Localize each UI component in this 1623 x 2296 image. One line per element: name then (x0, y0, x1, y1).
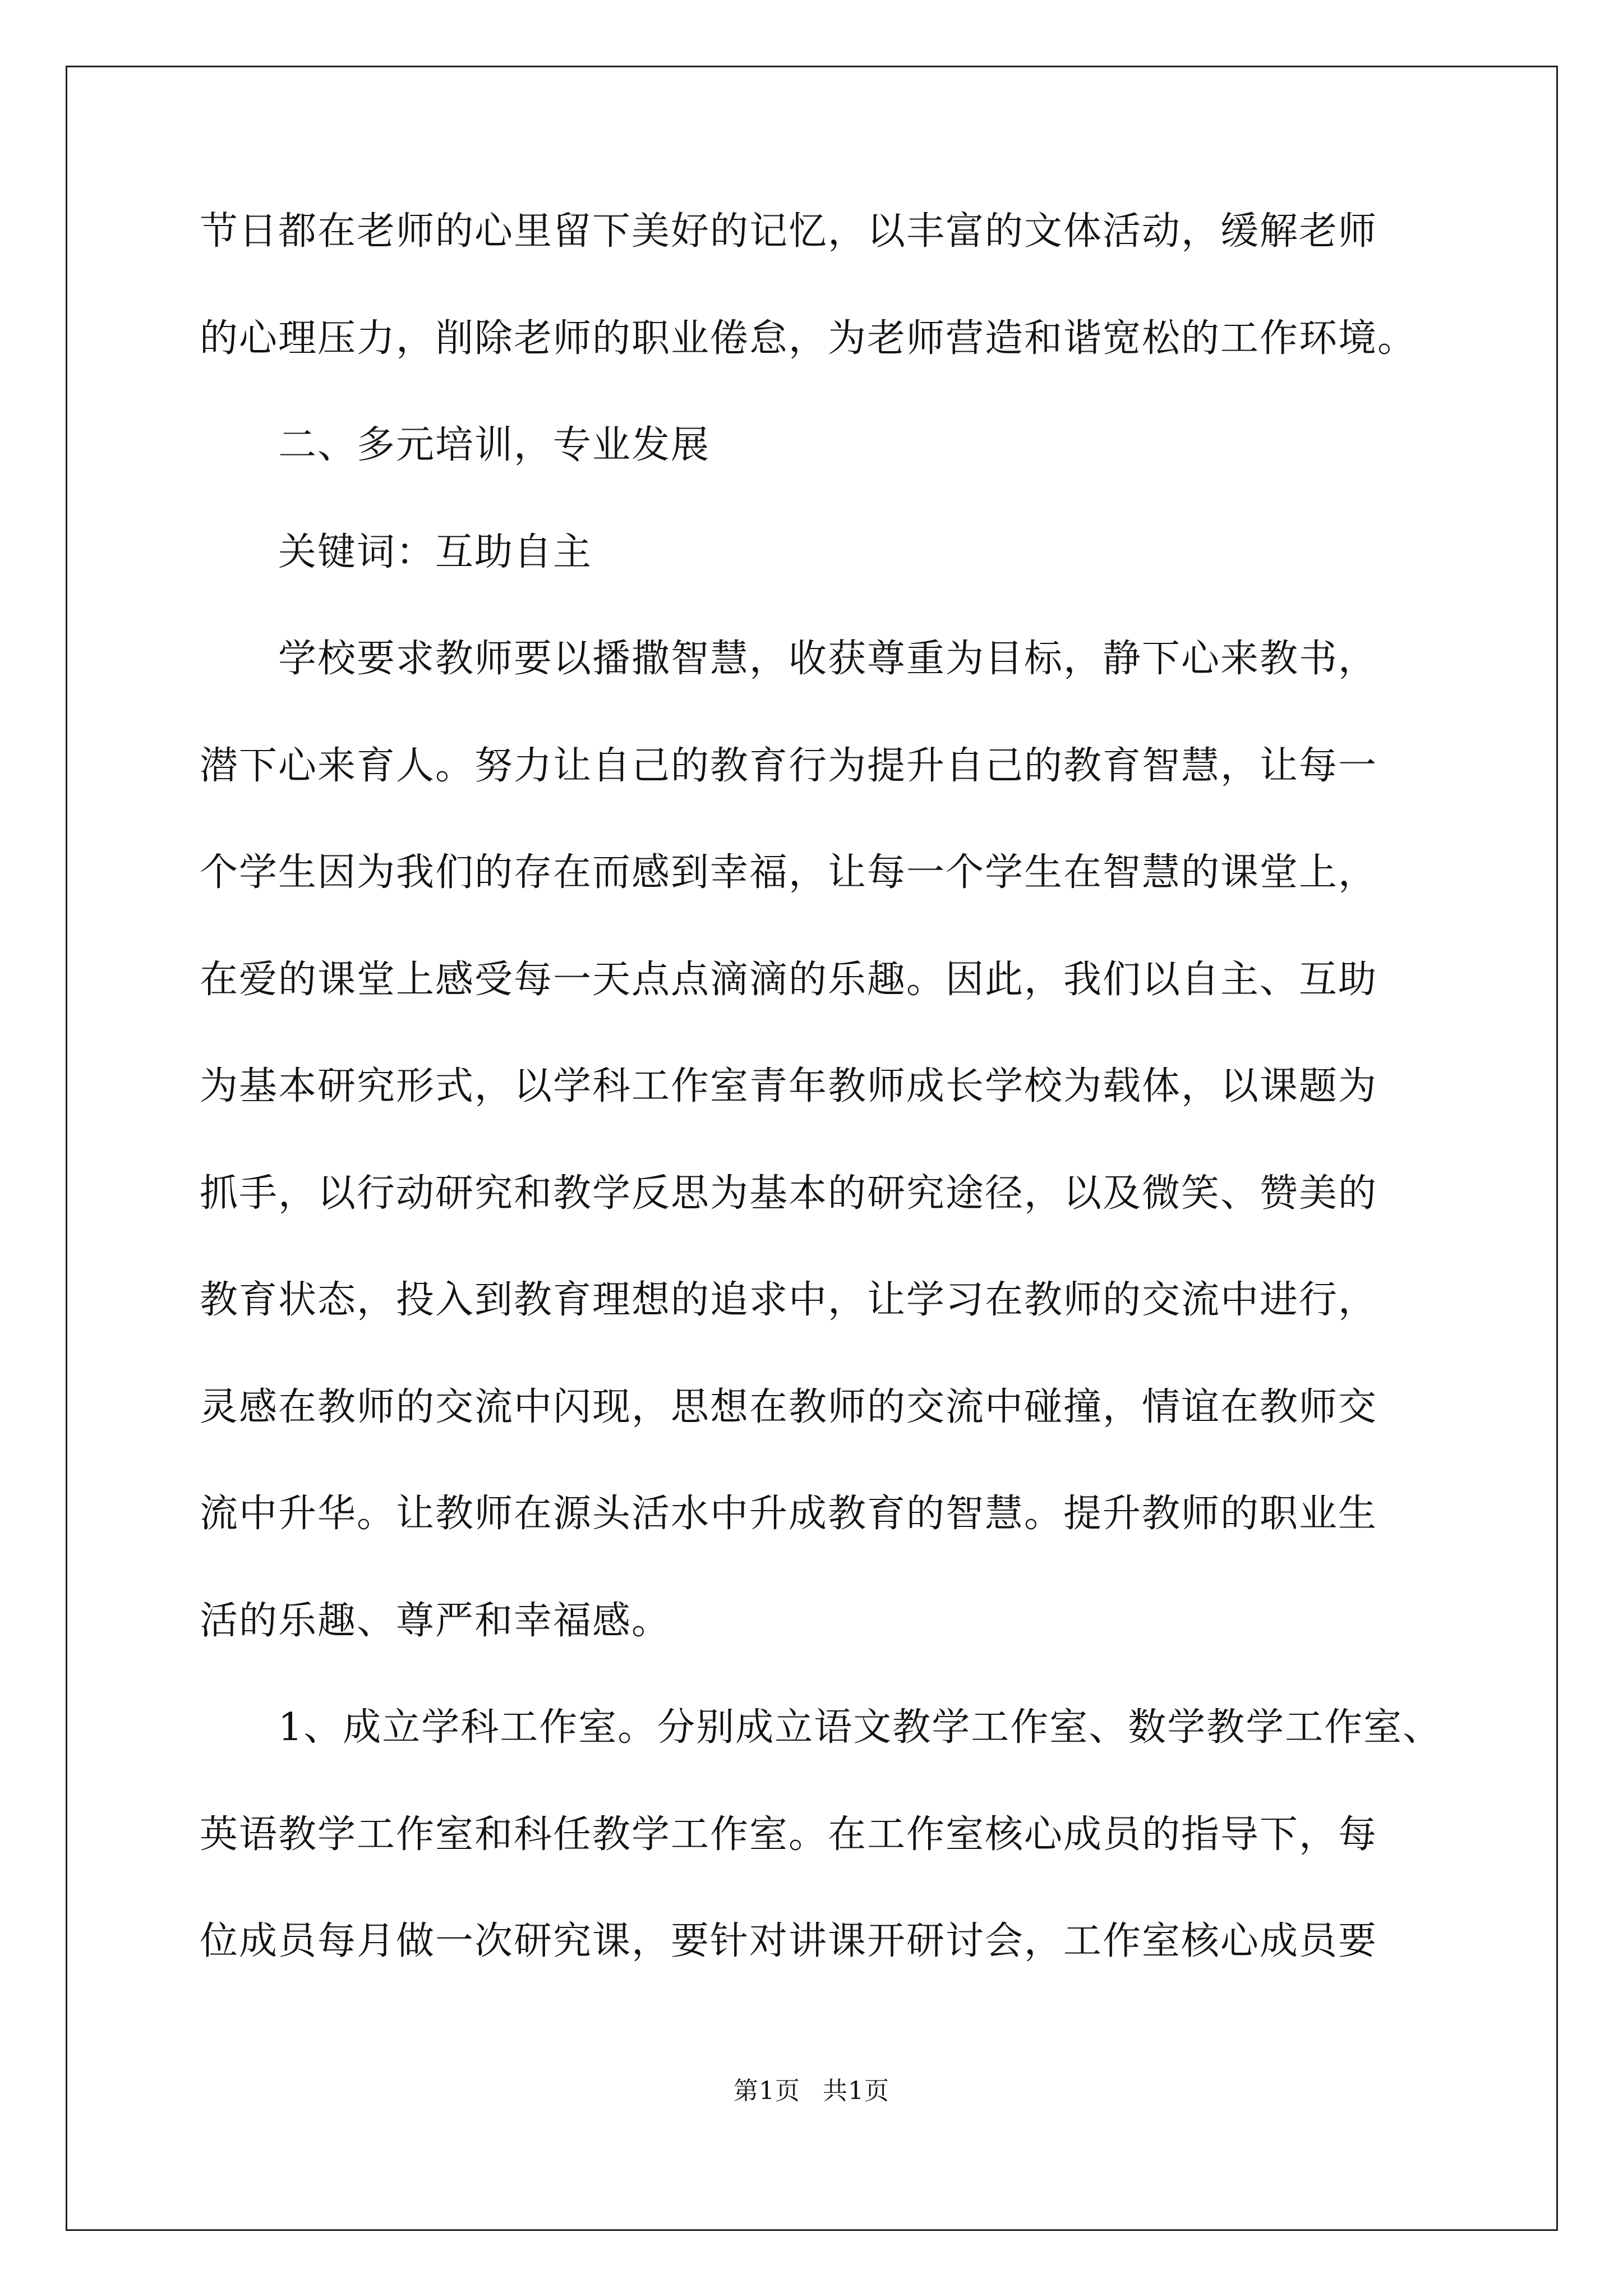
paragraph-line: 的心理压力，削除老师的职业倦怠，为老师营造和谐宽松的工作环境。 (200, 316, 1417, 361)
page-border (66, 66, 1558, 2231)
paragraph-line: 教育状态，投入到教育理想的追求中，让学习在教师的交流中进行， (200, 1278, 1378, 1322)
paragraph-first-line: 二、多元培训，专业发展 (278, 423, 711, 467)
page-footer (0, 2074, 1623, 2108)
paragraph-line: 潜下心来育人。努力让自己的教育行为提升自己的教育智慧，让每一 (200, 743, 1378, 788)
paragraph-line: 在爱的课堂上感受每一天点点滴滴的乐趣。因此，我们以自主、互助 (200, 957, 1378, 1002)
paragraph-line: 位成员每月做一次研究课，要针对讲课开研讨会，工作室核心成员要 (200, 1919, 1378, 1963)
paragraph-first-line: 学校要求教师要以播撒智慧，收获尊重为目标，静下心来教书， (278, 637, 1378, 681)
paragraph-line: 抓手，以行动研究和教学反思为基本的研究途径，以及微笑、赞美的 (200, 1171, 1378, 1216)
paragraph-first-line: 关键词：互助自主 (278, 530, 593, 574)
paragraph-line: 节日都在老师的心里留下美好的记忆，以丰富的文体活动，缓解老师 (200, 209, 1378, 254)
paragraph-first-line: 1、成立学科工作室。分别成立语文教学工作室、数学教学工作室、 (278, 1705, 1442, 1750)
paragraph-line: 活的乐趣、尊严和幸福感。 (200, 1598, 671, 1643)
page-total: 共1页 (823, 2077, 889, 2105)
paragraph-line: 流中升华。让教师在源头活水中升成教育的智慧。提升教师的职业生 (200, 1492, 1378, 1536)
paragraph-line: 个学生因为我们的存在而感到幸福，让每一个学生在智慧的课堂上， (200, 850, 1378, 895)
paragraph-line: 为基本研究形式，以学科工作室青年教师成长学校为载体，以课题为 (200, 1064, 1378, 1108)
page-number: 第1页 (734, 2077, 800, 2105)
paragraph-line: 英语教学工作室和科任教学工作室。在工作室核心成员的指导下，每 (200, 1812, 1378, 1857)
paragraph-line: 灵感在教师的交流中闪现，思想在教师的交流中碰撞，情谊在教师交 (200, 1384, 1378, 1429)
